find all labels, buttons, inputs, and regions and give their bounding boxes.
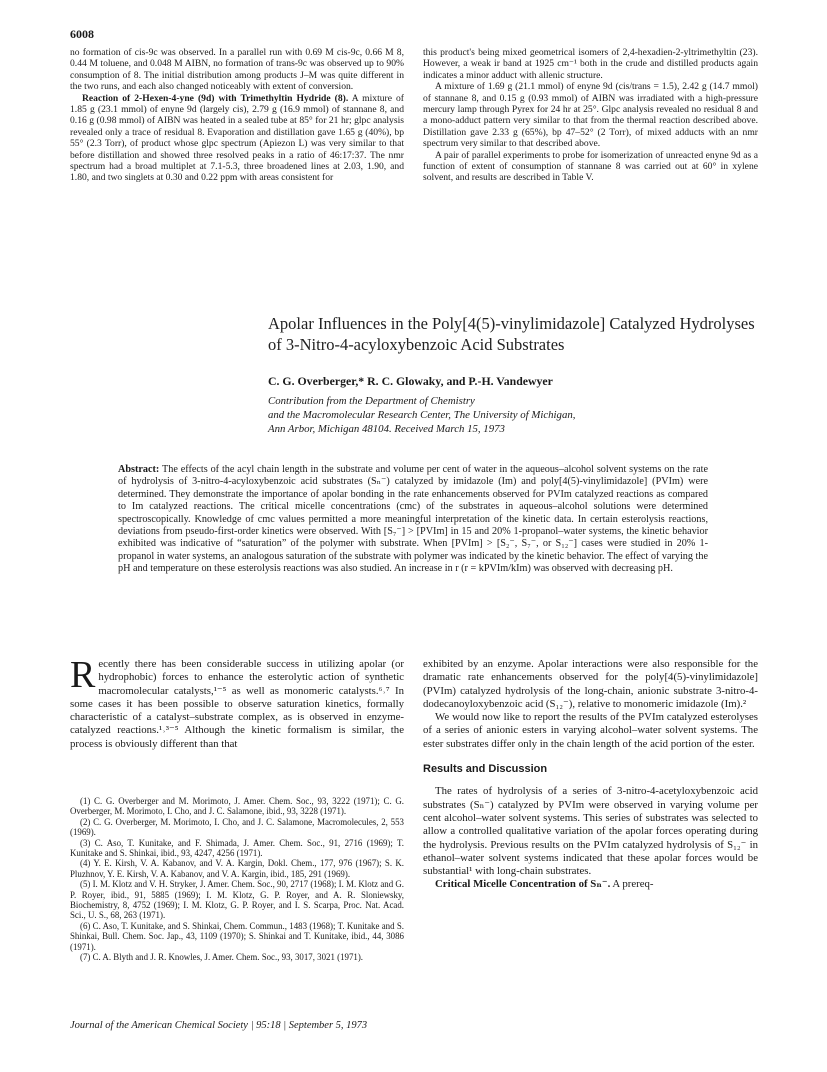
paragraph: A mixture of 1.69 g (21.1 mmol) of enyne 9d (cis/trans = 1.5), 2.42 g (14.7 mmol) of stannane 8, and 0.15 g (0.93 mmol) of AIBN was irradiated with a high-pressure mercury lamp through Pyrex for 24 hr at 25°. Glpc analysis revealed no residual 8 and a mono-adduct pattern very similar to that from the thermal reaction described above. Distillation gave 2.33 g (65%), bp 47–52° (2 Torr), of mixed adducts with an nmr spectrum very similar to that described above. xyxy=(423,81,758,150)
paragraph: A pair of parallel experiments to probe for isomerization of unreacted enyne 9d as a function of extent of consumption of stannane 8 was carried out at 60° in xylene solvent, and results are described in Table V. xyxy=(423,149,758,184)
right-column-top xyxy=(423,47,758,184)
left-column-top xyxy=(70,47,404,184)
paragraph xyxy=(423,878,758,891)
reference-item: (1) C. G. Overberger and M. Morimoto, J. Amer. Chem. Soc., 93, 3222 (1971); C. G. Overberger, M. Morimoto, I. Cho, and J. C. Salamone, ibid., 93, 3228 (1971). xyxy=(70,796,404,817)
section-heading: Results and Discussion xyxy=(423,763,548,776)
journal-footer: Journal of the American Chemical Society | 95:18 | September 5, 1973 xyxy=(70,1020,368,1031)
body-left-column xyxy=(70,654,404,751)
run-in-heading: Critical Micelle Concentration of Sₙ⁻. xyxy=(435,878,611,891)
reference-item: (6) C. Aso, T. Kunitake, and S. Shinkai, Chem. Commun., 1483 (1968); T. Kunitake and S. Shinkai, Bull. Chem. Soc. Jap., 43, 1109 (1970); S. Shinkai and T. Kunitake, ibid., 44, 3086 (1971). xyxy=(70,920,404,952)
references xyxy=(70,796,404,963)
body-text: ecently there has been considerable success in utilizing apolar (or hydrophobic) forces to enhance the esterolytic action of synthetic macromolecular catalysts,¹⁻⁵ as well as monomeric catalysts.⁶˒⁷ In some cases it has been possible to observe saturation kinetics, formally characteristic of a catalyst–substrate complex, as is observed in enzyme-catalyzed reactions.¹˒³⁻⁵ Although the kinetic formalism is similar, the process is obviously different than that xyxy=(70,658,404,750)
paragraph: We would now like to report the results of the PVIm catalyzed esterolyses of a series of anionic esters in varying alcohol–water solvent systems. The ester substrates differ only in the chain length of the acid portion of the ester. xyxy=(423,711,758,750)
abstract-text: The effects of the acyl chain length in the substrate and volume per cent of water in the aqueous–alcohol solvent systems on the rate of hydrolysis of 3-nitro-4-acyloxybenzoic acid substrates (Sₙ⁻) catalyzed by imidazole (Im) and poly[4(5)-vinylimidazole] (PVIm) were determined. They demonstrate the importance of apolar bonding in the rate enhancements observed for PVIm catalyzed reactions as compared to Im catalyzed reactions. The critical micelle concentrations (cmc) of the substrates in aqueous–alcohol solutions were determined spectroscopically. Knowledge of cmc values permitted a more meaningful interpretation of the kinetic data. In certain esterolysis reactions, deviations from pseudo-first-order kinetics were observed. With [S₇⁻] > [PVIm] in 15 and 20% 1-propanol–water systems, the kinetic behavior exhibited was indicative of “saturation” of the polymer with substrate. When [PVIm] > [S₂⁻, S₇⁻, or S₁₂⁻] cases were studied in 20% 1-propanol in water systems, an analogous saturation of the substrate with polymer was indicated by the kinetic behavior. The effect of varying the pH and temperature on these esterolysis reactions was also studied. An increase in r (r = kPVIm/kIm) was observed with decreasing pH. xyxy=(118,464,708,575)
paragraph xyxy=(70,93,404,184)
paragraph: exhibited by an enzyme. Apolar interactions were also responsible for the dramatic rate enhancements observed for the poly[4(5)-vinylimidazole] (PVIm) catalyzed hydrolysis of the long-chain, anionic substrate 3-nitro-4-dodecanoyloxybenzoic acid (S₁₂⁻), relative to monomeric imidazole (Im).² xyxy=(423,658,758,710)
paragraph: no formation of cis-9c was observed. In a parallel run with 0.69 M cis-9c, 0.66 M 8, 0.44 M toluene, and 0.048 M AIBN, no formation of trans-9c was observed up to 90% consumption of 8. The initial distribution among products J–M was quite different in the two runs, and each also changed noticeably with extent of conversion. xyxy=(70,47,404,93)
reference-item: (4) Y. E. Kirsh, V. A. Kabanov, and V. A. Kargin, Dokl. Chem., 177, 976 (1967); S. K. Pluzhnov, Y. E. Kirsh, V. A. Kabanov, and V. A. Kargin, ibid., 185, 291 (1969). xyxy=(70,858,404,879)
abstract xyxy=(118,464,708,576)
reference-item: (7) C. A. Blyth and J. R. Knowles, J. Amer. Chem. Soc., 93, 3017, 3021 (1971). xyxy=(80,952,364,963)
run-in-heading: Reaction of 2-Hexen-4-yne (9d) with Trimethyltin Hydride (8). xyxy=(82,92,349,104)
paragraph-text: A prereq- xyxy=(612,878,654,891)
affiliation-line: Ann Arbor, Michigan 48104. Received March 15, 1973 xyxy=(268,423,505,435)
reference-item: (3) C. Aso, T. Kunitake, and F. Shimada, J. Amer. Chem. Soc., 91, 2716 (1969); T. Kunitake and S. Shinkai, ibid., 93, 4247, 4256 (1971). xyxy=(70,837,404,859)
body-right-column xyxy=(423,658,758,892)
reference-item: (5) I. M. Klotz and V. H. Stryker, J. Amer. Chem. Soc., 90, 2717 (1968); I. M. Klotz and G. P. Royer, ibid., 91, 5885 (1969); I. M. Klotz, G. P. Royer, and A. R. Sloniewsky, Biochemistry, 8, 4752 (1969); I. M. Klotz, G. P. Royer, and I. S. Scarpa, Proc. Nat. Acad. Sci., U. S., 68, 263 (1971). xyxy=(70,879,404,921)
page-number: 6008 xyxy=(70,27,94,41)
paragraph: The rates of hydrolysis of a series of 3-nitro-4-acetyloxybenzoic acid substrates (Sₙ⁻) catalyzed by PVIm were observed in varying volume per cent alcohol–water solvent systems. This series of substrates was selected to allow a controlled qualitative variation of the apolar forces operating during the hydrolysis. Previous results on the PVIm catalyzed hydrolysis of S₁₂⁻ in ethanol–water solvent systems indicated that these apolar forces would be substantial¹ with long-chain substrates. xyxy=(423,785,758,878)
affiliation-line: Contribution from the Department of Chemistry xyxy=(268,395,475,407)
article-authors: C. G. Overberger,* R. C. Glowaky, and P.-H. Vandewyer xyxy=(268,374,553,388)
abstract-label: Abstract: xyxy=(118,464,160,475)
reference-item: (2) C. G. Overberger, M. Morimoto, I. Cho, and J. C. Salamone, Macromolecules, 2, 553 (1969). xyxy=(70,816,404,838)
article-title: Apolar Influences in the Poly[4(5)-vinylimidazole] Catalyzed Hydrolyses of 3-Nitro-4-acyloxybenzoic Acid Substrates xyxy=(268,314,755,354)
paragraph-text: A mixture of 1.85 g (23.1 mmol) of enyne 9d (largely cis), 2.79 g (16.9 mmol) of stannane 8, and 0.16 g (0.98 mmol) of AIBN was heated in a sealed tube at 85° for 21 hr; glpc analysis revealed only a trace of residual 8. Evaporation and distillation gave 1.65 g (40%), bp 55° (2.3 Torr), of product whose glpc spectrum (Apiezon L) was very similar to that before distillation and showed three resolved peaks in a ratio of 46:17:37. The nmr spectrum had a broad multiplet at 7.1-5.3, three broadened lines at 2.03, 1.90, and 1.80, and two singlets at 0.30 and 0.22 ppm with areas consistent for xyxy=(70,92,404,184)
affiliation-line: and the Macromolecular Research Center, The University of Michigan, xyxy=(268,409,576,421)
paragraph: this product's being mixed geometrical isomers of 2,4-hexadien-2-yltrimethyltin (23). However, a weak ir band at 1925 cm⁻¹ both in the crude and distilled products again indicates a minor adduct with allenic structure. xyxy=(423,47,758,81)
affiliation xyxy=(268,394,758,436)
drop-cap: R xyxy=(70,654,96,696)
